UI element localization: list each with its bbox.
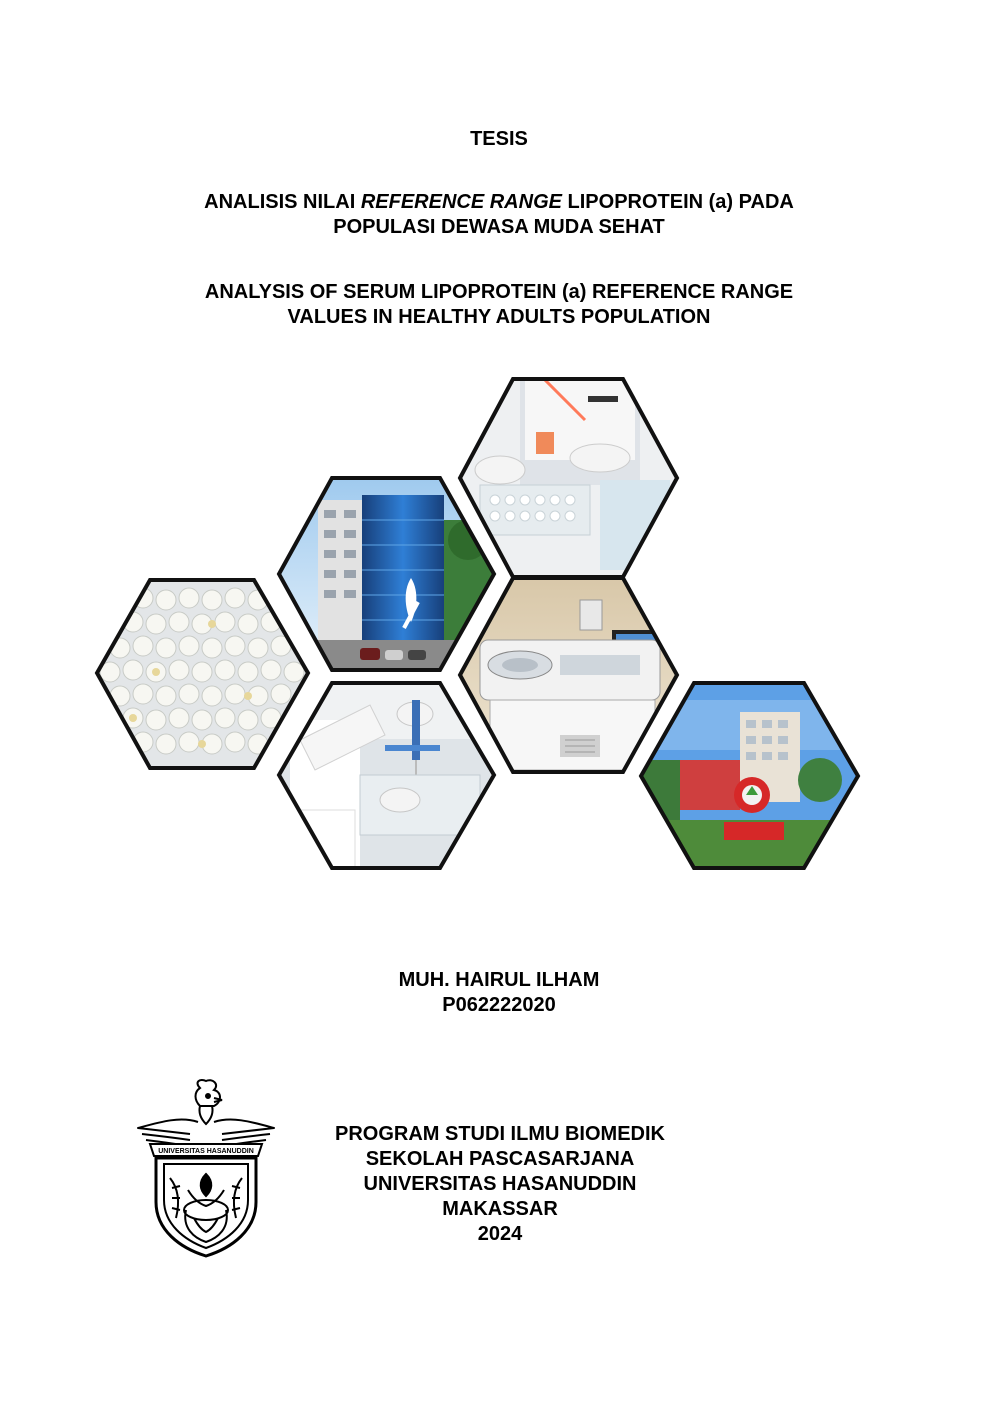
micropipette-photo	[275, 679, 500, 874]
graduate-school: SEKOLAH PASCASARJANA	[365, 1148, 635, 1170]
student-id: P062222020	[442, 994, 556, 1016]
year: 2024	[477, 1223, 523, 1245]
chemistry-analyzer-photo	[455, 574, 685, 779]
title-id-italic: REFERENCE RANGE	[360, 191, 562, 213]
city: MAKASSAR	[442, 1198, 558, 1220]
lab-pipetting-gloves-photo	[455, 375, 685, 585]
university-emblem	[128, 1078, 284, 1260]
title-english-line1: ANALYSIS OF SERUM LIPOPROTEIN (a) REFERENCE RANGE	[204, 281, 794, 303]
study-program: PROGRAM STUDI ILMU BIOMEDIK	[335, 1123, 665, 1145]
sample-tubes-photo	[92, 575, 314, 775]
author-name: MUH. HAIRUL ILHAM	[398, 969, 600, 991]
title-id-pre: ANALISIS NILAI	[204, 191, 361, 213]
document-type: TESIS	[470, 128, 528, 150]
title-id-post: LIPOPROTEIN (a) PADA	[561, 191, 794, 213]
rs-unhas-campus-photo	[636, 679, 864, 875]
emblem-ribbon-text: UNIVERSITAS HASANUDDIN	[158, 1148, 254, 1155]
hospital-building-photo	[275, 475, 504, 680]
title-indonesian-line2: POPULASI DEWASA MUDA SEHAT	[333, 216, 665, 238]
university-name: UNIVERSITAS HASANUDDIN	[363, 1173, 637, 1195]
title-english-line2: VALUES IN HEALTHY ADULTS POPULATION	[287, 306, 711, 328]
